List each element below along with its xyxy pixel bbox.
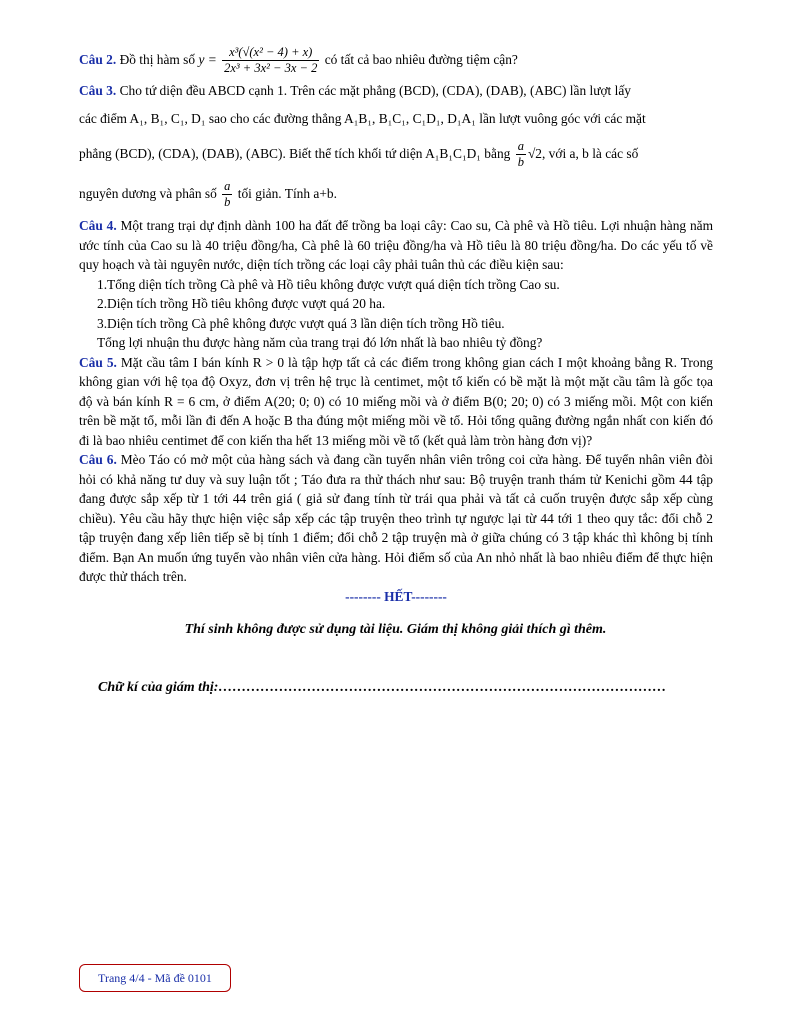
proctor-signature-line: Chữ kí của giám thị:…………………………………………………………………………………… (98, 680, 667, 695)
question-3 (79, 78, 713, 214)
question-2-formula-lhs: y = (198, 52, 217, 67)
question-4-condition: 2.Diện tích trồng Hồ tiêu không được vượt quá 20 ha. (97, 296, 386, 311)
question-4-question: Tổng lợi nhuận thu được hàng năm của trang trại đó lớn nhất là bao nhiêu tỷ đồng? (97, 335, 543, 350)
question-2-denominator: 2x³ + 3x² − 3x − 2 (224, 61, 318, 76)
question-5-label: Câu 5. (79, 354, 117, 370)
question-3-fraction-2 (222, 179, 232, 210)
question-2-label: Câu 2. (79, 52, 117, 67)
exam-note: Thí sinh không được sử dụng tài liệu. Giám thị không giải thích gì thêm. (184, 622, 607, 637)
question-2 (79, 40, 713, 80)
page-footer: Trang 4/4 - Mã đề 0101 (79, 964, 231, 992)
question-4-condition: 3.Diện tích trồng Cà phê không được vượt quá 3 lần diện tích trồng Hồ tiêu. (97, 315, 505, 331)
question-2-text-after: có tất cả bao nhiêu đường tiệm cận? (324, 52, 518, 67)
question-2-fraction (222, 45, 319, 76)
question-5-text: Mặt cầu tâm I bán kính R > 0 là tập hợp tất cả các điểm trong không gian cách I một khoảng bằng R. Trong không gian với hệ tọa độ Oxyz, đơn vị trên hệ trục là centimet, một tổ kiến có bề mặt là một mặt cầu tâm là gốc tọa độ và bán kính R = 6 cm, ở điểm A(20; 0; 0) có 10 miếng mồi và ở điểm B(0; 20; 0) có 3 miếng mồi. Một con kiến trên bề mặt tổ, mỗi lần đi đến A hoặc B tha đúng một miếng mồi về tổ. Hỏi tổng quãng đường ngắn nhất con kiến đó đi là bao nhiêu centimet để con kiến tha hết 13 miếng mồi về tổ (kết quả làm tròn hàng đơn vị)? (79, 354, 713, 448)
question-3-line4b: tối giản. Tính a+b. (234, 186, 337, 201)
exam-page (79, 40, 713, 606)
question-3-frac-num: a (517, 139, 524, 154)
question-3-fraction (516, 139, 526, 170)
question-2-text-before: Đồ thị hàm số (119, 52, 199, 67)
question-3-frac2-den: b (224, 195, 231, 210)
question-3-line3a: phẳng (BCD), (CDA), (DAB), (ABC). Biết thể tích khối tứ diện A₁B₁C₁D₁ bằng (79, 146, 514, 161)
question-6-label: Câu 6. (79, 452, 117, 467)
question-3-frac-den: b (517, 155, 524, 170)
end-mark: -------- HẾT-------- (345, 588, 447, 604)
question-4 (79, 216, 713, 353)
question-6 (79, 450, 713, 587)
question-4-text: Một trang trại dự định dành 100 ha đất để trồng ba loại cây: Cao su, Cà phê và Hồ tiêu. Lợi nhuận hàng năm ước tính của Cao su là 40 triệu đồng/ha, Cà phê là 60 triệu đồng/ha và Hồ tiêu là 80 triệu đồng/ha. Do các yếu tố về quy hoạch và tài nguyên nước, diện tích trồng các loại cây phải tuân thủ các điều kiện sau: (79, 218, 713, 272)
question-3-frac2-num: a (224, 179, 231, 194)
question-6-text: Mèo Táo có mở một của hàng sách và đang cần tuyển nhân viên trông coi cửa hàng. Để tuyển nhân viên đòi hỏi có khả năng tư duy và suy luận tốt ; Táo đưa ra thử thách như sau: Bộ truyện tranh thám tử Kenichi gồm 44 tập đang được sắp xếp từ 1 tới 44 trên giá ( giả sử đang tính từ trái qua phải và tất cả cuốn truyện được sắp xếp cùng chiều). Yêu cầu hãy thực hiện việc sắp xếp các tập truyện theo trình tự ngược lại từ 44 tới 1 theo quy tắc: đổi chỗ 2 tập truyện đang xếp liên tiếp sẽ bị tính 1 điểm; đổi chỗ 2 tập truyện mà ở giữa chúng có 3 tập khác thì không bị tính điểm. Bạn An muốn ứng tuyển vào nhân viên cửa hàng. Hỏi điểm số của An nhỏ nhất là bao nhiêu điểm để thực hiện được thử thách trên. (79, 452, 713, 584)
question-3-line1: Cho tứ diện đều ABCD cạnh 1. Trên các mặt phẳng (BCD), (CDA), (DAB), (ABC) lần lượt lấy (116, 83, 631, 98)
question-5 (79, 353, 713, 451)
question-3-line4a: nguyên dương và phân số (79, 186, 221, 201)
question-3-line2: các điểm A₁, B₁, C₁, D₁ sao cho các đường thẳng A₁B₁, B₁C₁, C₁D₁, D₁A₁ lần lượt vuông góc với các mặt (79, 111, 646, 126)
question-4-condition: 1.Tổng diện tích trồng Cà phê và Hồ tiêu không được vượt quá diện tích trồng Cao su. (97, 276, 560, 292)
question-2-numerator: x³(√(x² − 4) + x) (222, 45, 319, 61)
question-4-label: Câu 4. (79, 218, 117, 233)
question-3-line3b: √2, với a, b là các số (527, 146, 639, 161)
question-3-label: Câu 3. (79, 83, 117, 98)
question-4-conditions (97, 275, 713, 353)
